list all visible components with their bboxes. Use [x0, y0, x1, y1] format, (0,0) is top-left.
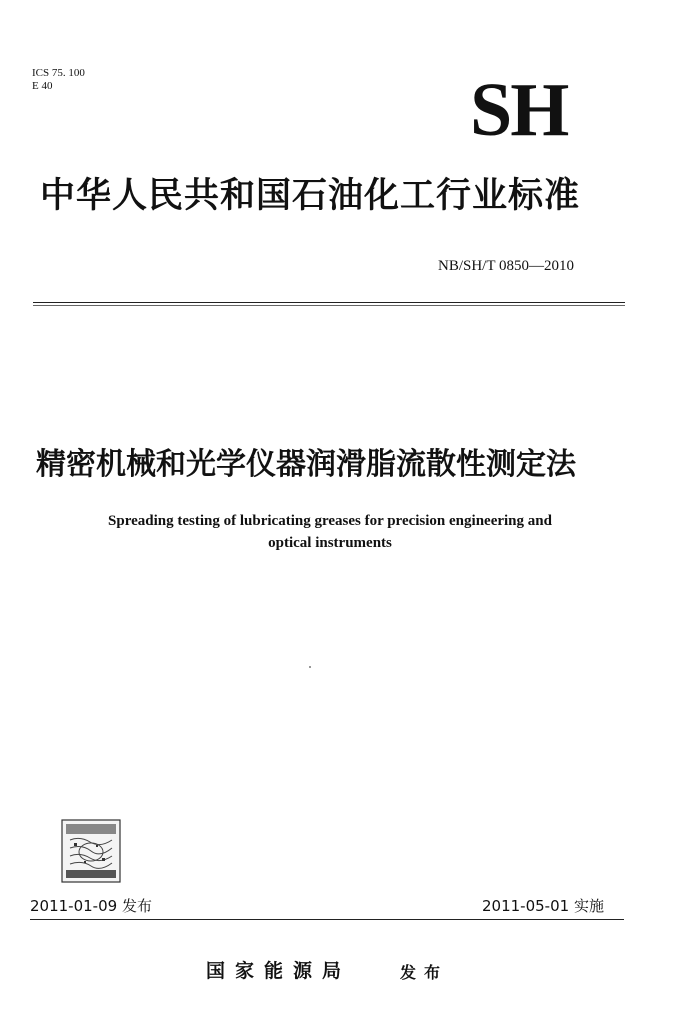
classification-code: E 40 [32, 80, 53, 92]
document-title-chinese: 精密机械和光学仪器润滑脂流散性测定法 [36, 447, 576, 482]
classification-codes [32, 67, 85, 93]
header-divider-secondary [33, 305, 625, 306]
sh-logo: SH [470, 68, 568, 152]
standard-code: NB/SH/T 0850—2010 [438, 258, 574, 274]
scan-speck [309, 666, 311, 668]
issuing-action: 发布 [400, 963, 449, 982]
document-title-english-line-2: optical instruments [268, 535, 392, 551]
document-title-english-line-1: Spreading testing of lubricating greases for precision engineering and [108, 513, 552, 529]
implementation-date: 2011-05-01 实施 [482, 897, 604, 915]
header-divider [33, 302, 625, 303]
issuing-authority: 国家能源局 [206, 960, 352, 982]
ics-code: ICS 75. 100 [32, 67, 85, 79]
document-title-english [40, 510, 620, 554]
standard-title: 中华人民共和国石油化工行业标准 [40, 176, 581, 216]
anti-counterfeit-seal-icon [60, 818, 122, 884]
footer-divider [30, 919, 624, 920]
publication-date: 2011-01-09 发布 [30, 897, 152, 915]
